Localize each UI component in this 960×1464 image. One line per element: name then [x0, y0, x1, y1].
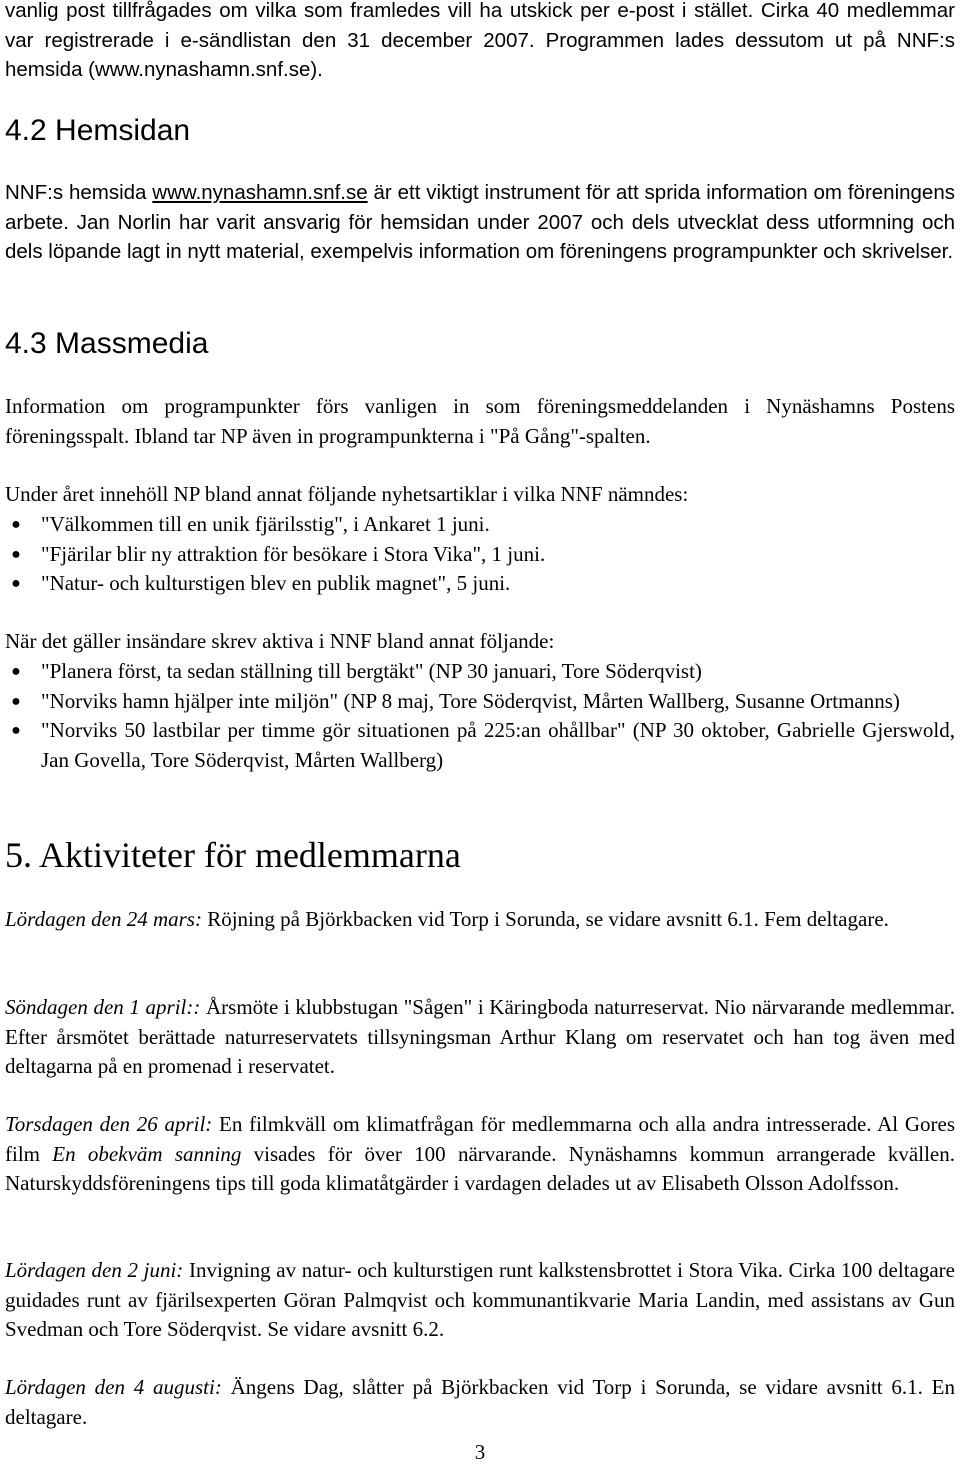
hemsidan-text-rest: är ett viktigt instrument för att sprida information om föreningens arbete. Jan Norlin har varit ansvarig för hemsidan under 2007 och dels utvecklat dess utformning och dels löpande lagt in nytt material, exempelvis information om föreningens programpunkter och skrivelser.	[5, 181, 955, 263]
activity-3	[5, 1110, 955, 1199]
list-item: ● "Välkommen till en unik fjärilsstig", i Ankaret 1 juni.	[5, 510, 955, 540]
activity-5	[5, 1373, 955, 1432]
activity-date: Lördagen den 2 juni:	[5, 1258, 184, 1282]
website-link[interactable]: www.nynashamn.snf.se	[152, 181, 368, 204]
activity-text: En filmkväll om klimatfrågan för medlemmarna och alla andra intresserade. Al Gores film	[5, 1112, 955, 1166]
news-articles-list	[5, 510, 955, 599]
list-item: ● "Planera först, ta sedan ställning till bergtäkt" (NP 30 januari, Tore Söderqvist)	[5, 657, 955, 687]
letters-list	[5, 657, 955, 775]
activity-1	[5, 905, 955, 935]
page-number: 3	[474, 1440, 486, 1464]
hemsidan-text-start: NNF:s hemsida	[5, 181, 153, 204]
section-heading-massmedia: 4.3 Massmedia	[5, 327, 209, 360]
bullet-icon: ●	[11, 692, 21, 710]
massmedia-paragraph-1: Information om programpunkter förs vanligen in som föreningsmeddelanden i Nynäshamns Postens föreningsspalt. Ibland tar NP även in programpunkterna i "På Gång"-spalten.	[5, 394, 955, 448]
list-item: ● "Norviks hamn hjälper inte miljön" (NP 8 maj, Tore Söderqvist, Mårten Wallberg, Susanne Ortmanns)	[5, 687, 955, 717]
list-item: ● "Norviks 50 lastbilar per timme gör situationen på 225:an ohållbar" (NP 30 oktober, Gabrielle Gjerswold, Jan Govella, Tore Söderqvist, Mårten Wallberg)	[5, 716, 955, 775]
list-item: ● "Fjärilar blir ny attraktion för besökare i Stora Vika", 1 juni.	[5, 540, 955, 570]
massmedia-paragraph-2: Under året innehöll NP bland annat följande nyhetsartiklar i vilka NNF nämndes:	[5, 482, 689, 506]
activity-text: Invigning av natur- och kulturstigen runt kalkstensbrottet i Stora Vika. Cirka 100 deltagare guidades runt av fjärilsexperten Göran Palmqvist och kommunantikvarie Maria Landin, med assistans av Gun Svedman och Tore Söderqvist. Se vidare avsnitt 6.2.	[5, 1258, 955, 1341]
section-heading-aktiviteter: 5. Aktiviteter för medlemmarna	[5, 835, 461, 875]
massmedia-paragraph-3: När det gäller insändare skrev aktiva i NNF bland annat följande:	[5, 629, 555, 653]
activity-text: Röjning på Björkbacken vid Torp i Sorunda, se vidare avsnitt 6.1. Fem deltagare.	[201, 907, 889, 931]
activity-2	[5, 993, 955, 1082]
activity-date: Lördagen den 4 augusti:	[5, 1375, 222, 1399]
activity-date: Söndagen den 1 april::	[5, 995, 201, 1019]
activity-text: Årsmöte i klubbstugan "Sågen" i Käringboda naturreservat. Nio närvarande medlemmar. Efter årsmötet berättade naturreservatets tillsyningsman Arthur Klang om reservatet och han tog även med deltagarna på en promenad i reservatet.	[5, 995, 955, 1078]
list-item: ● "Natur- och kulturstigen blev en publik magnet", 5 juni.	[5, 569, 955, 599]
activity-date: Torsdagen den 26 april:	[5, 1112, 213, 1136]
bullet-icon: ●	[11, 516, 21, 533]
hemsidan-paragraph	[5, 178, 955, 267]
bullet-icon: ●	[11, 545, 21, 563]
bullet-icon: ●	[11, 722, 21, 739]
section-heading-hemsidan: 4.2 Hemsidan	[5, 114, 191, 147]
intro-paragraph: vanlig post tillfrågades om vilka som framledes vill ha utskick per e-post i stället. Cirka 40 medlemmar var registrerade i e-sändlistan den 31 december 2007. Programmen lades dessutom ut på NNF:s hemsida (www.nynashamn.snf.se).	[5, 0, 955, 81]
bullet-icon: ●	[11, 663, 21, 680]
film-title: En obekväm sanning	[52, 1141, 242, 1166]
activity-text: Ängens Dag, slåtter på Björkbacken vid Torp i Sorunda, se vidare avsnitt 6.1. En deltagare.	[5, 1375, 955, 1429]
bullet-icon: ●	[11, 575, 21, 592]
activity-date: Lördagen den 24 mars:	[5, 907, 202, 931]
activity-text: visades för över 100 närvarande. Nynäshamns kommun arrangerade kvällen. Naturskyddsföreningens tips till goda klimatåtgärder i vardagen delades ut av Elisabeth Olsson Adolfsson.	[5, 1141, 955, 1195]
activity-4	[5, 1256, 955, 1345]
